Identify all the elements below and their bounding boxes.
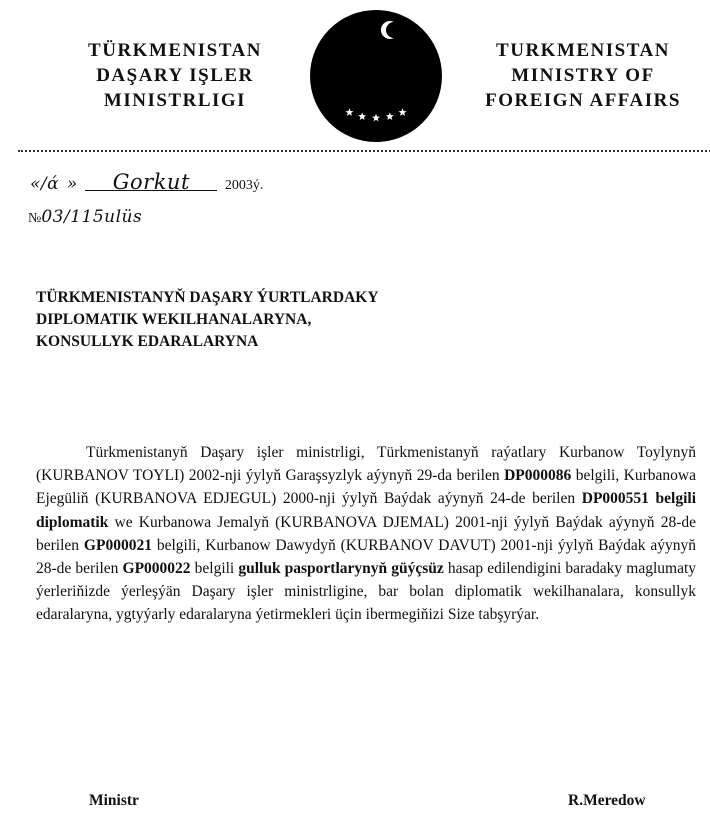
body-text-run: Türkmenistanyň Daşary işler ministrligi, Türkmenistanyň raýatlary Kurbanow Toylynyň (KURBANOV TOYLI) 2002-nji ýylyň Garaşsyzlyk aýynyň 29-da berilen [36,444,696,485]
letterhead-divider [18,150,710,152]
passport-number-bold: GP000021 [83,536,152,554]
date-day: /ά [40,174,60,194]
date-month-field [85,170,217,194]
addressee-line: KONSULLYK EDARALARYNA [36,333,259,350]
emphasis-bold: gulluk pasportlarynyň güýçsüz [238,560,444,578]
letterhead-turkmen-line: TÜRKMENISTAN [88,40,262,61]
date-close-quote: » [66,174,78,194]
state-emblem-icon [308,8,444,144]
letterhead-english-line: FOREIGN AFFAIRS [485,90,681,111]
body-text-run: belgili [190,560,239,578]
date-month: Gorkut [112,170,190,194]
date-year: 2003ý. [224,178,264,193]
body-text-run: hasap edilendigini baradaky maglumaty ýerleriňizde ýerleşýän Daşary işler ministrligine, bar bolan diplomatik wekilhanalara, konsullyk edaralaryna, ygtyýarly edaralaryna ýetirmekleri üçin ibermegiňizi Size tabşyrýar. [36,560,697,624]
letter-body [36,441,696,627]
passport-number-bold: GP000022 [122,560,191,578]
letterhead-english [468,38,698,113]
addressee-block [36,287,379,353]
addressee-line: DIPLOMATIK WEKILHANALARYNA, [36,311,312,328]
letterhead-turkmen-line: MINISTRLIGI [103,90,247,111]
letterhead-english-line: MINISTRY OF [511,65,655,86]
body-paragraph [36,441,696,627]
date-line [30,170,263,194]
body-text-run: we Kurbanowa Jemalyň (KURBANOVA DJEMAL) 2001-nji ýylyň Baýdak aýynyň 28-de berilen [36,513,696,554]
body-text-run: belgili, Kurbanowa Ejegüliň (KURBANOVA EDJEGUL) 2000-nji ýylyň Baýdak aýynyň 24-de berilen [36,467,696,508]
reference-line [28,207,142,227]
date-open-quote: « [30,174,41,194]
letterhead-turkmen-line: DAŞARY IŞLER [96,65,254,86]
addressee-line: TÜRKMENISTANYŇ DAŞARY ÝURTLARDAKY [36,289,379,306]
reference-prefix: № [28,211,42,226]
passport-number-bold: DP000551 belgili diplomatik [36,490,697,531]
reference-number: 03/115ulüs [41,207,143,227]
letterhead-english-line: TURKMENISTAN [496,40,670,61]
emblem-disc [310,10,442,142]
letterhead-turkmen [60,38,290,113]
passport-number-bold: DP000086 [504,467,572,485]
body-text-run: belgili, Kurbanow Dawydyň (KURBANOV DAVUT) 2001-nji ýylyň Baýdak aýynyň 28-de berilen [36,536,696,578]
signatory-name: R.Meredow [568,792,646,809]
signatory-title: Ministr [89,792,139,809]
